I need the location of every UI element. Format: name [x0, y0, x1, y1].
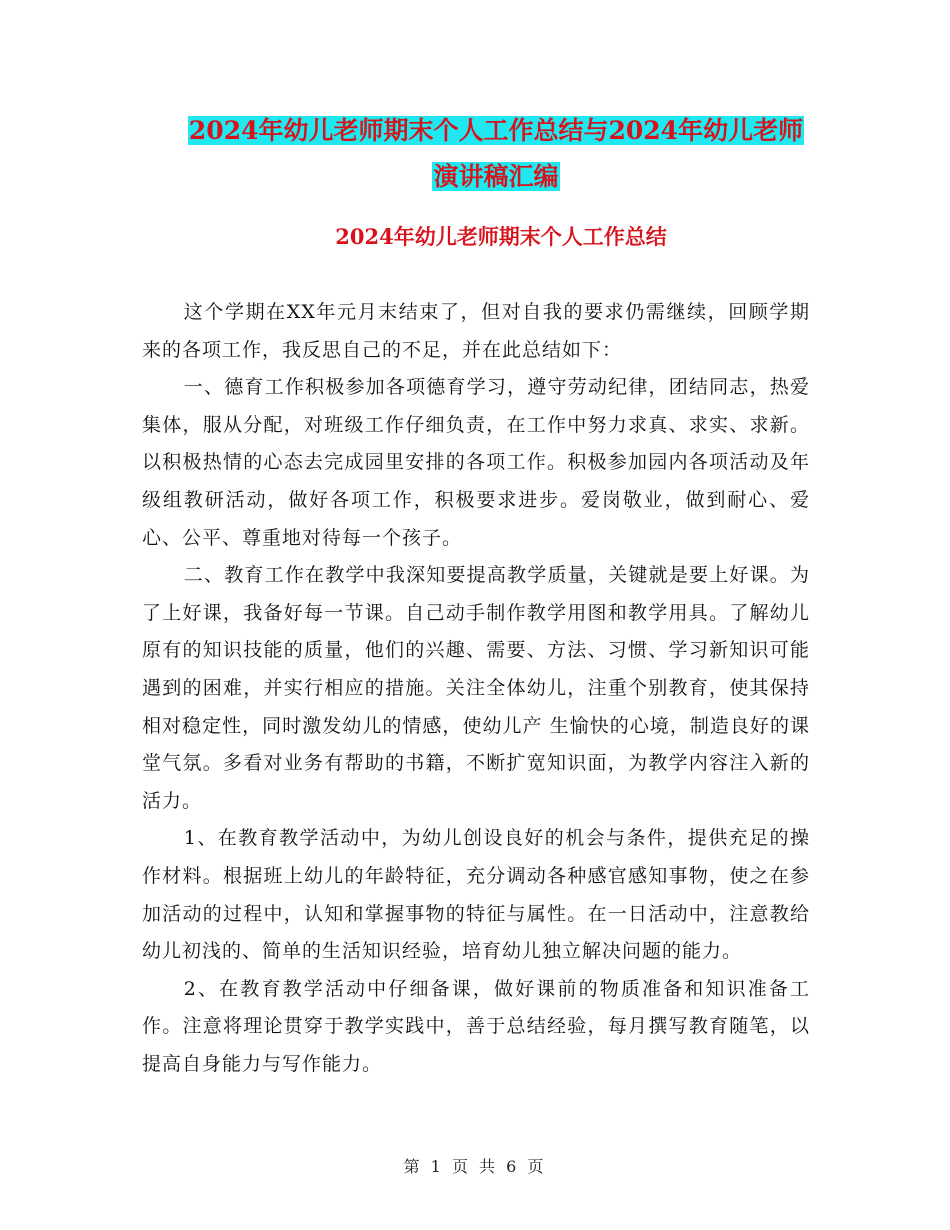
paragraph: 2、在教育教学活动中仔细备课，做好课前的物质准备和知识准备工作。注意将理论贯穿于教学实践中，善于总结经验，每月撰写教育随笔，以提高自身能力与写作能力。 [142, 977, 810, 1075]
paragraph: 这个学期在XX年元月末结束了，但对自我的要求仍需继续，回顾学期来的各项工作，我反思自己的不足，并在此总结如下： [142, 301, 810, 361]
paragraph: 一、德育工作积极参加各项德育学习，遵守劳动纪律，团结同志，热爱集体，服从分配，对班级工作仔细负责，在工作中努力求真、求实、求新。以积极热情的心态去完成园里安排的各项工作。积极参加园内各项活动及年级组教研活动，做好各项工作，积极要求进步。爱岗敬业，做到耐心、爱心、公平、尊重地对待每一个孩子。 [142, 376, 810, 549]
page-footer: 第 1 页 共 6 页 [403, 1157, 547, 1176]
document-title-line2: 演讲稿汇编 [433, 162, 559, 191]
document-title [140, 108, 852, 200]
section-title: 2024年幼儿老师期末个人工作总结 [335, 224, 667, 249]
paragraph: 1、在教育教学活动中，为幼儿创设良好的机会与条件，提供充足的操作材料。根据班上幼儿的年龄特征，充分调动各种感官感知事物，使之在参加活动的过程中，认知和掌握事物的特征与属性。在一日活动中，注意教给幼儿初浅的、简单的生活知识经验，培育幼儿独立解决问题的能力。 [142, 827, 810, 963]
document-title-line1: 2024年幼儿老师期末个人工作总结与2024年幼儿老师 [188, 116, 804, 145]
document-body [142, 294, 810, 1083]
paragraph: 二、教育工作在教学中我深知要提高教学质量，关键就是要上好课。为了上好课，我备好每一节课。自己动手制作教学用图和教学用具。了解幼儿原有的知识技能的质量，他们的兴趣、需要、方法、习惯、学习新知识可能遇到的困难，并实行相应的措施。关注全体幼儿，注重个别教育，使其保持相对稳定性，同时激发幼儿的情感，使幼儿产 生愉快的心境，制造良好的课堂气氛。多看对业务有帮助的书籍，不断扩宽知识面，为教学内容注入新的活力。 [142, 564, 810, 812]
